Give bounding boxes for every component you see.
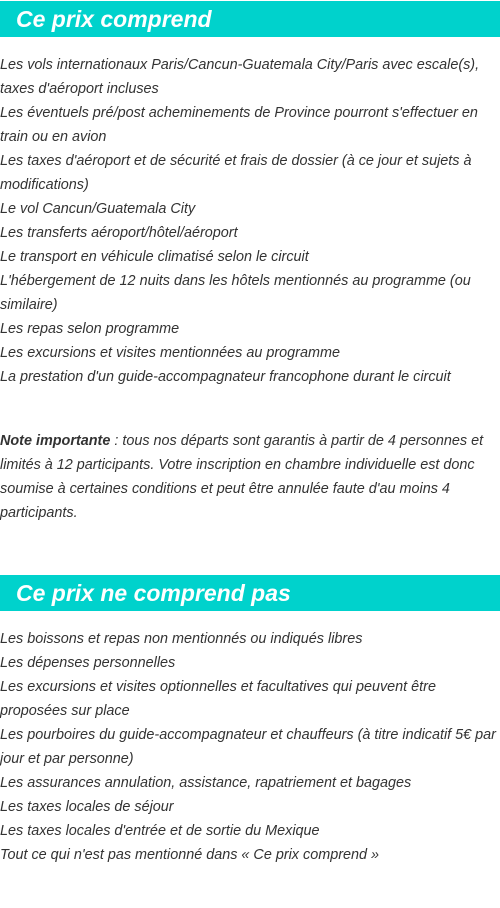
list-item: Les repas selon programme bbox=[0, 321, 180, 337]
list-item: Le vol Cancun/Guatemala City bbox=[0, 201, 196, 217]
list-item: Les taxes locales de séjour bbox=[0, 799, 174, 815]
list-item: Les vols internationaux Paris/Cancun-Guatemala City/Paris avec escale(s), taxes d'aéroport incluses bbox=[0, 57, 480, 97]
excludes-list bbox=[0, 627, 500, 867]
list-item: L'hébergement de 12 nuits dans les hôtels mentionnés au programme (ou similaire) bbox=[0, 273, 471, 313]
list-item: La prestation d'un guide-accompagnateur francophone durant le circuit bbox=[0, 369, 451, 385]
list-item: Les assurances annulation, assistance, rapatriement et bagages bbox=[0, 775, 412, 791]
list-item: Les dépenses personnelles bbox=[0, 655, 176, 671]
important-note-text: : tous nos départs sont garantis à partir de 4 personnes et limités à 12 participants. Votre inscription en chambre individuelle est donc soumise à certaines conditions et peut être annulée faute d'au moins 4 participants. bbox=[0, 433, 484, 521]
list-item: Les pourboires du guide-accompagnateur et chauffeurs (à titre indicatif 5€ par jour et par personne) bbox=[0, 727, 496, 767]
important-note bbox=[0, 429, 500, 525]
list-item: Les taxes locales d'entrée et de sortie du Mexique bbox=[0, 823, 320, 839]
list-item: Les éventuels pré/post acheminements de Province pourront s'effectuer en train ou en avion bbox=[0, 105, 478, 145]
includes-list bbox=[0, 53, 500, 389]
excludes-section-title: Ce prix ne comprend pas bbox=[0, 575, 500, 611]
list-item: Les transferts aéroport/hôtel/aéroport bbox=[0, 225, 238, 241]
important-note-label: Note importante bbox=[0, 433, 111, 449]
list-item: Les boissons et repas non mentionnés ou indiqués libres bbox=[0, 631, 363, 647]
list-item: Le transport en véhicule climatisé selon le circuit bbox=[0, 249, 309, 265]
list-item: Les excursions et visites optionnelles et facultatives qui peuvent être proposées sur place bbox=[0, 679, 436, 719]
list-item: Tout ce qui n'est pas mentionné dans « Ce prix comprend » bbox=[0, 847, 379, 863]
list-item: Les excursions et visites mentionnées au programme bbox=[0, 345, 340, 361]
list-item: Les taxes d'aéroport et de sécurité et frais de dossier (à ce jour et sujets à modifications) bbox=[0, 153, 472, 193]
includes-section-title: Ce prix comprend bbox=[0, 1, 500, 37]
